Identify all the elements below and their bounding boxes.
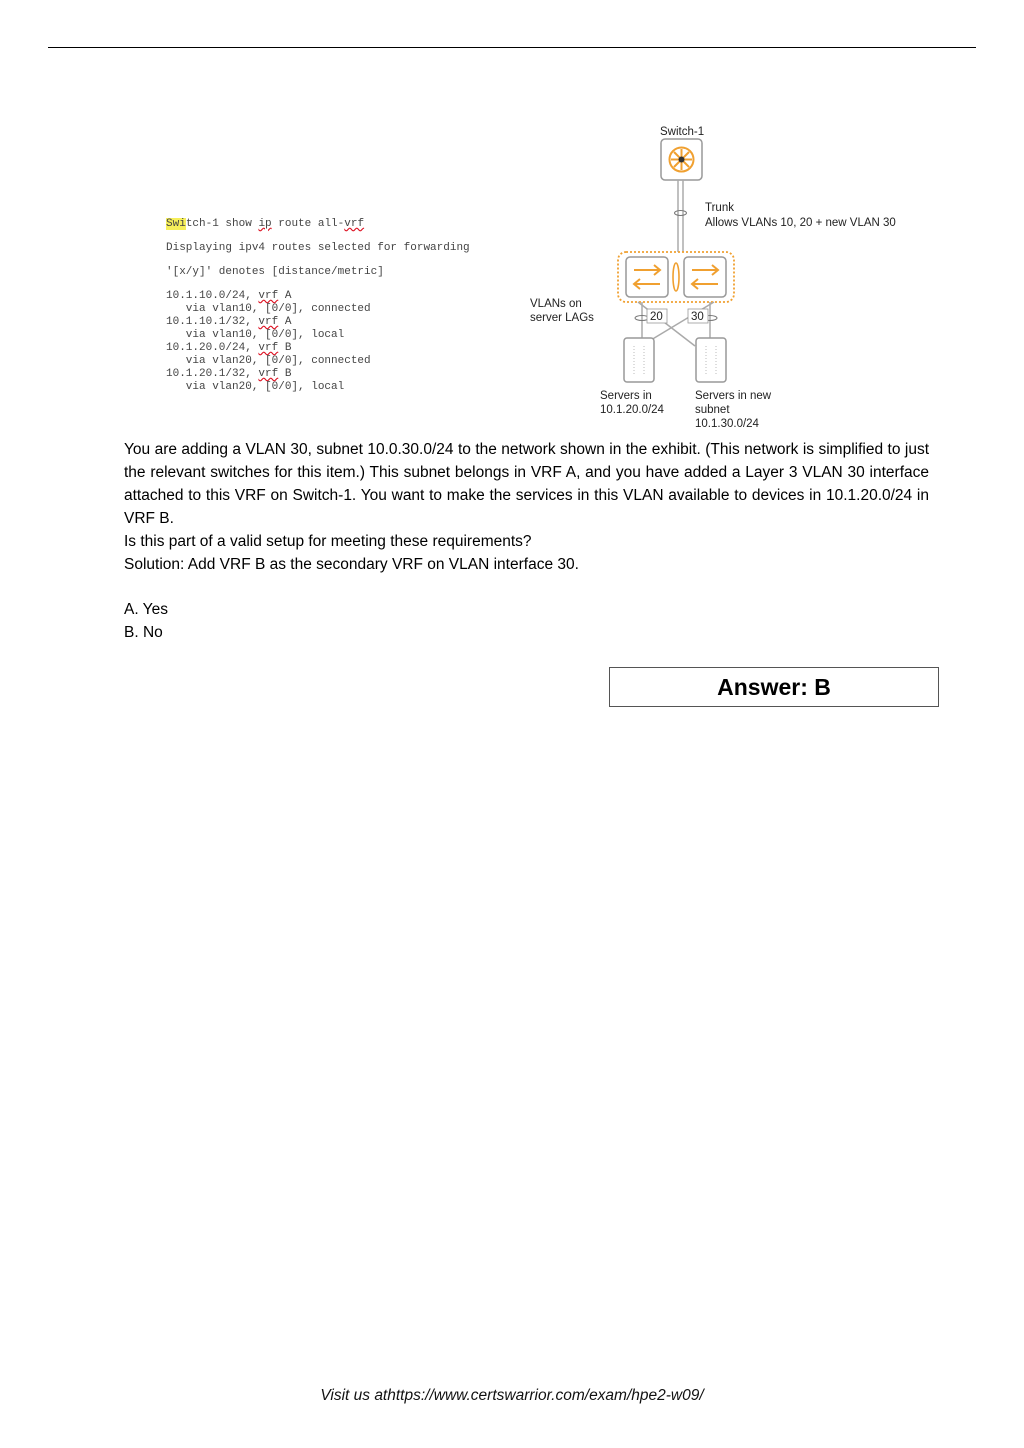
vlans-label: server LAGs — [530, 312, 594, 324]
route-entry: 10.1.20.0/24, vrf B — [166, 342, 292, 354]
vlan-30-label: 30 — [691, 311, 704, 323]
vlans-label: VLANs on — [530, 298, 582, 310]
route-via: via vlan20, [0/0], local — [166, 381, 345, 393]
cli-command: Switch-1 show ip route all-vrf — [166, 218, 365, 230]
exhibit — [120, 118, 940, 436]
route-entry: 10.1.10.0/24, vrf A — [166, 290, 292, 302]
servers-a-subnet: 10.1.20.0/24 — [600, 404, 664, 416]
option-b[interactable]: B. No — [124, 624, 163, 641]
answer-box: Answer: B — [609, 667, 939, 707]
servers-b-label: subnet — [695, 404, 730, 416]
servers-b-subnet: 10.1.30.0/24 — [695, 418, 759, 430]
question-prompt: Is this part of a valid setup for meeting these requirements? — [124, 533, 532, 550]
route-via: via vlan20, [0/0], connected — [166, 355, 371, 367]
question-text — [124, 438, 929, 576]
cli-line-displaying: Displaying ipv4 routes selected for forwarding — [166, 242, 470, 254]
route-via: via vlan10, [0/0], local — [166, 329, 345, 341]
option-a[interactable]: A. Yes — [124, 601, 168, 618]
route-entry: 10.1.10.1/32, vrf A — [166, 316, 292, 328]
route-via: via vlan10, [0/0], connected — [166, 303, 371, 315]
servers-b-label: Servers in new — [695, 390, 772, 402]
header-rule — [48, 47, 976, 48]
cli-line-denotes: '[x/y]' denotes [distance/metric] — [166, 266, 384, 278]
answer-options — [124, 598, 168, 644]
footer-link-text[interactable]: Visit us athttps://www.certswarrior.com/exam/hpe2-w09/ — [320, 1387, 704, 1404]
network-diagram — [520, 118, 940, 436]
question-solution: Solution: Add VRF B as the secondary VRF on VLAN interface 30. — [124, 556, 579, 573]
route-entry: 10.1.20.1/32, vrf B — [166, 368, 292, 380]
cli-output — [166, 218, 526, 394]
trunk-label: Trunk — [705, 202, 734, 214]
switch-left-icon — [626, 257, 668, 297]
server-icon — [624, 338, 654, 382]
vlan-20-label: 20 — [650, 311, 663, 323]
trunk-description: Allows VLANs 10, 20 + new VLAN 30 — [705, 217, 896, 229]
servers-a-label: Servers in — [600, 390, 652, 402]
server-icon — [696, 338, 726, 382]
question-paragraph: You are adding a VLAN 30, subnet 10.0.30.0/24 to the network shown in the exhibit. (This network is simplified to just the relevant switches for this item.) This subnet belongs in VRF A, and you have added a Layer 3 VLAN 30 interface attached to this VRF on Switch-1. You want to make the services in this VLAN available to devices in 10.1.20.0/24 in VRF B. — [124, 441, 929, 527]
switch-label: Switch-1 — [660, 126, 705, 138]
switch-right-icon — [684, 257, 726, 297]
